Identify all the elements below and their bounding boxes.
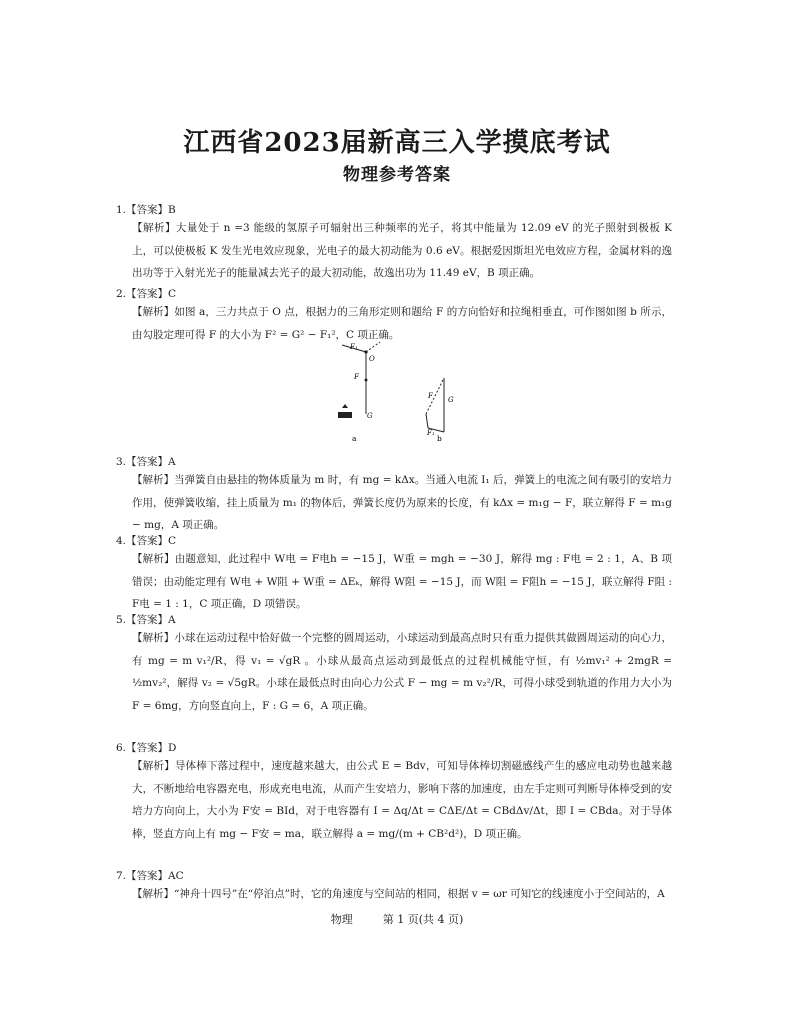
figure-b [426, 378, 454, 443]
label-F1-a: F₁ [350, 343, 358, 351]
explanation-7: 【解析】“神舟十四号”在“停泊点”时，它的角速度与空间站的相同，根据 v = ωr 可知它的线速度小于空间站的，A [132, 888, 665, 900]
label-G-a: G [367, 412, 373, 420]
explanation-4: 【解析】由题意知，此过程中 W电 = F电h = −15 J，W重 = mgh = −30 J，解得 mg : F电 = 2 : 1，A、B 项错误；由动能定理有 W电 + W阻 + W重 = ΔEₖ，解得 W阻 = −15 J，而 W阻 = F阻h = −15 J，联立解得 F阻 : F电 = 1 : 1，C 项正确，D 项错误。 [132, 553, 672, 610]
explanation-3: 【解析】当弹簧自由悬挂的物体质量为 m 时，有 mg = kΔx。当通入电流 I₁ 后，弹簧上的电流之间有吸引的安培力作用，使弹簧收缩，挂上质量为 m₁ 的物体后，弹簧长度仍为原来的长度，有 kΔx = m₁g − F，联立解得 F = m₁g − mg，A 项正确。 [132, 474, 672, 531]
label-O: O [369, 355, 375, 363]
answer-3: 3.【答案】A [116, 456, 176, 468]
figure-a-label: a [352, 434, 357, 443]
explanation-6: 【解析】导体棒下落过程中，速度越来越大，由公式 E = Bdv，可知导体棒切割磁感线产生的感应电动势也越来越大，不断地给电容器充电，形成充电电流，从而产生安培力，影响下落的加速度，由左手定则可判断导体棒受到的安培力方向向上，大小为 F安 = BId，对于电容器有 I = Δq/Δt = CΔE/Δt = CBdΔv/Δt，即 I = CBda。对于导体棒，竖直方向上有 mg − F安 = ma，联立解得 a = mg/(m + CB²d²)，D 项正确。 [132, 760, 672, 840]
figure-b-label: b [437, 434, 442, 443]
answer-7: 7.【答案】AC [116, 870, 184, 882]
page-footer [0, 911, 794, 927]
label-G-b: G [448, 396, 454, 404]
answer-6: 6.【答案】D [116, 742, 177, 754]
explanation-5: 【解析】小球在运动过程中恰好做一个完整的圆周运动，小球运动到最高点时只有重力提供其做圆周运动的向心力，有 mg = m v₁²/R，得 v₁ = √gR 。小球从最高点运动到最低点的过程机械能守恒，有 ½mv₁² + 2mgR = ½mv₂²，解得 v₂ = √5gR。小球在最低点时由向心力公式 F − mg = m v₂²/R，可得小球受到轨道的作用力大小为 F = 6mg，方向竖直向上，F : G = 6，A 项正确。 [132, 632, 672, 712]
answer-1: 1.【答案】B [116, 204, 176, 216]
label-F-a: F [354, 373, 359, 381]
page-title: 江西省2023届新高三入学摸底考试 [183, 128, 611, 158]
footer-page-number: 第 1 页(共 4 页) [382, 913, 464, 926]
explanation-1: 【解析】大量处于 n =3 能级的氢原子可辐射出三种频率的光子，将其中能量为 12.09 eV 的光子照射到极板 K 上，可以使极板 K 发生光电效应现象，光电子的最大初动能为 0.6 eV。根据爱因斯坦光电效应方程，金属材料的逸出功等于入射光光子的能量减去光子的最大初动能，故逸出功为 11.49 eV，B 项正确。 [132, 222, 672, 279]
label-F1-b: F₁ [427, 429, 435, 437]
answer-5: 5.【答案】A [116, 614, 176, 626]
answer-4: 4.【答案】C [116, 535, 177, 547]
force-diagram [330, 340, 480, 445]
page-subtitle: 物理参考答案 [343, 165, 451, 185]
explanation-2: 【解析】如图 a，三力共点于 O 点，根据力的三角形定则和题给 F 的方向恰好和拉绳相垂直，可作图如图 b 所示，由勾股定理可得 F 的大小为 F² = G² − F₁²，C 项正确。 [132, 306, 672, 341]
answer-2: 2.【答案】C [116, 288, 177, 300]
label-F-b: F [428, 392, 433, 400]
footer-subject: 物理 [330, 913, 353, 926]
figure-a [338, 342, 380, 443]
